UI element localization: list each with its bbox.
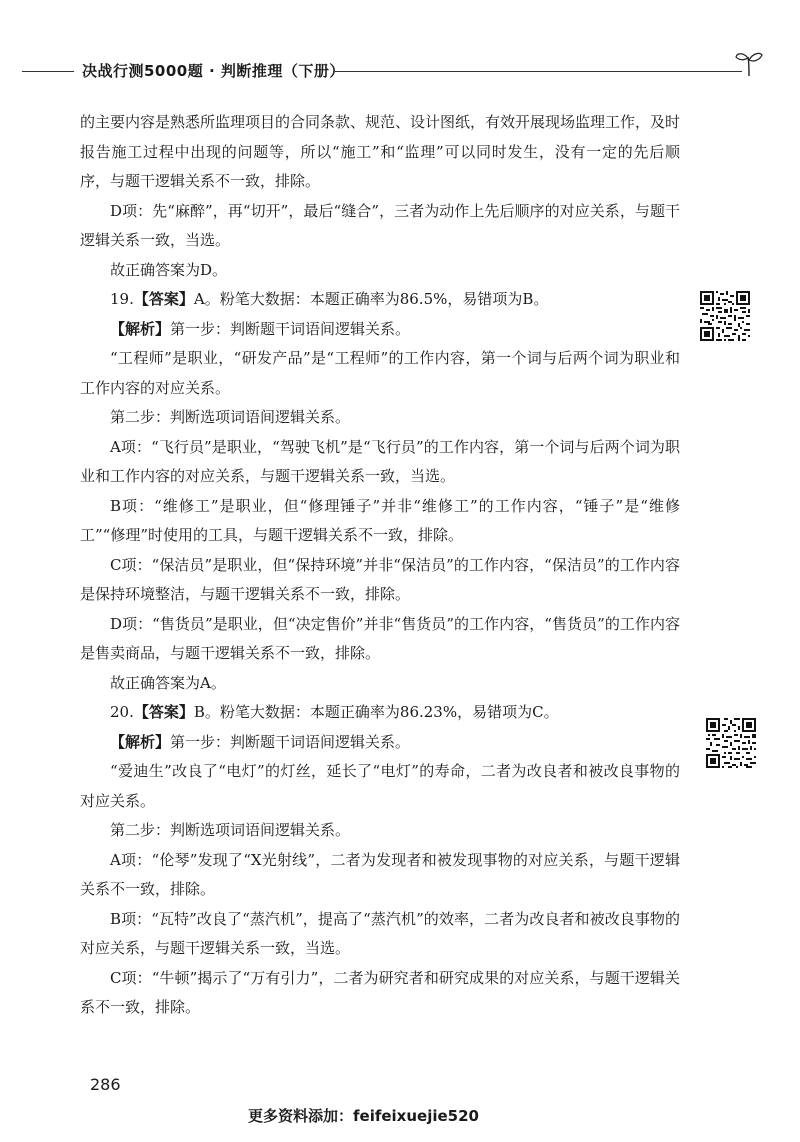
qr-code-icon[interactable] (706, 718, 756, 768)
question-number: 19. (110, 290, 134, 308)
paragraph-conclusion: 故正确答案为A。 (110, 673, 226, 692)
answer-19 (80, 285, 680, 315)
analysis-19 (80, 315, 680, 345)
paragraph-option-a: A项：“伦琴”发现了“X光射线”，二者为发现者和被发现事物的对应关系，与题干逻辑关系不一致，排除。 (80, 850, 680, 898)
leaf-sprout-icon (734, 48, 764, 78)
paragraph-continued: 的主要内容是熟悉所监理项目的合同条款、规范、设计图纸，有效开展现场监理工作，及时报告施工过程中出现的问题等，所以“施工”和“监理”可以同时发生，没有一定的先后顺序，与题干逻辑关系不一致，排除。 (80, 113, 681, 190)
paragraph-conclusion: 故正确答案为D。 (110, 260, 228, 279)
paragraph: 第二步：判断选项词语间逻辑关系。 (110, 408, 351, 426)
paragraph-option-b: B项：“瓦特”改良了“蒸汽机”，提高了“蒸汽机”的效率，二者为改良者和被改良事物的对应关系，与题干逻辑关系一致，当选。 (80, 909, 680, 957)
answer-text: B。粉笔大数据：本题正确率为86.23%，易错项为C。 (193, 703, 559, 721)
watermark-text: 更多资料添加：feifeixuejie520 (248, 1107, 479, 1125)
analysis-tag: 【解析】 (110, 732, 171, 751)
paragraph-option-d: D项：“售货员”是职业，但“决定售价”并非“售货员”的工作内容，“售货员”的工作内容是售卖商品，与题干逻辑关系不一致，排除。 (80, 614, 680, 662)
header-rule-left (22, 71, 74, 72)
page-number: 286 (90, 1075, 121, 1094)
analysis-20 (80, 728, 680, 758)
paragraph-option-c: C项：“牛顿”揭示了“万有引力”，二者为研究者和研究成果的对应关系，与题干逻辑关系不一致，排除。 (80, 968, 680, 1016)
paragraph-option-c: C项：“保洁员”是职业，但“保持环境”并非“保洁员”的工作内容，“保洁员”的工作内容是保持环境整洁，与题干逻辑关系不一致，排除。 (80, 555, 680, 603)
paragraph-option-a: A项：“飞行员”是职业，“驾驶飞机”是“飞行员”的工作内容，第一个词与后两个词为职业和工作内容的对应关系，与题干逻辑关系一致，当选。 (80, 437, 680, 485)
running-title: 决战行测5000题 · 判断推理（下册） (82, 62, 345, 80)
paragraph-option-d: D项：先“麻醉”，再“切开”，最后“缝合”，三者为动作上先后顺序的对应关系，与题干逻辑关系一致，当选。 (80, 201, 680, 249)
page-body (80, 108, 680, 1023)
analysis-text: 第一步：判断题干词语间逻辑关系。 (170, 319, 411, 338)
qr-code-icon[interactable] (700, 291, 750, 341)
analysis-text: 第一步：判断题干词语间逻辑关系。 (170, 732, 411, 751)
paragraph: “爱迪生”改良了“电灯”的灯丝，延长了“电灯”的寿命，二者为改良者和被改良事物的对应关系。 (80, 762, 680, 810)
answer-20 (80, 698, 680, 728)
paragraph-option-b: B项：“维修工”是职业，但“修理锤子”并非“维修工”的工作内容，“锤子”是“维修工”“修理”时使用的工具，与题干逻辑关系不一致，排除。 (80, 496, 680, 544)
analysis-tag: 【解析】 (110, 319, 171, 338)
question-number: 20. (110, 703, 134, 721)
answer-text: A。粉笔大数据：本题正确率为86.5%，易错项为B。 (193, 290, 549, 308)
paragraph: “工程师”是职业，“研发产品”是“工程师”的工作内容，第一个词与后两个词为职业和工作内容的对应关系。 (80, 349, 680, 397)
answer-tag: 【答案】 (133, 703, 194, 721)
answer-tag: 【答案】 (133, 290, 194, 308)
header-rule-right (334, 71, 742, 72)
page-header (22, 48, 762, 88)
paragraph: 第二步：判断选项词语间逻辑关系。 (110, 821, 351, 839)
